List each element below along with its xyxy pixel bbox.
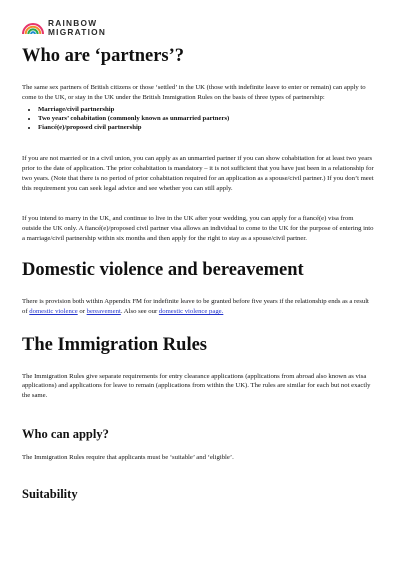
dv-text-also: . Also see our <box>120 308 159 316</box>
rainbow-migration-logo[interactable] <box>22 19 106 36</box>
list-item: • Two years’ cohabitation (commonly known as unmarried partners) <box>38 114 374 123</box>
dv-text-before: There is provision both within Appendix FM for indefinite leave to be granted before five years if the relationship ends as a result of <box>22 298 369 316</box>
main-content <box>22 45 374 502</box>
domestic-violence-paragraph <box>22 297 374 316</box>
who-can-apply-paragraph: The Immigration Rules require that applicants must be ‘suitable’ and ‘eligible’. <box>22 453 234 461</box>
intro-paragraph: The same sex partners of British citizens or those ‘settled’ in the UK (those with indefinite leave to enter or remain) can apply to come to the UK, or stay in the UK under the British Immigration Rules on the basis of three types of partnership: <box>22 84 366 101</box>
heading-immigration-rules: The Immigration Rules <box>22 334 207 355</box>
unmarried-partner-paragraph: If you are not married or in a civil union, you can apply as an unmarried partner if you can show cohabitation for at least two years prior to the date of application. The prior cohabitation is mandatory – it is not sufficient that you have just been in a relationship for two years. (Note that there is no period of prior cohabitation required for an application as a spouse/civil partner.) If you don’t meet this requirement you can seek legal advice and see whether you can still apply. <box>22 155 374 192</box>
immigration-rules-paragraph: The Immigration Rules give separate requirements for entry clearance applications (applications from abroad also known as visa applications) and applications for leave to remain (applications from within the UK). The rules are similar for each but not exactly the same. <box>22 372 371 400</box>
logo-line-2: MIGRATION <box>48 26 107 37</box>
heading-domestic-violence: Domestic violence and bereavement <box>22 260 304 281</box>
logo-line-1: RAINBOW <box>48 18 98 28</box>
heading-who-are-partners: Who are ‘partners’? <box>22 46 185 66</box>
heading-suitability: Suitability <box>22 486 78 501</box>
rainbow-icon <box>22 21 44 35</box>
domestic-violence-page-link[interactable]: domestic violence page. <box>158 308 224 316</box>
heading-who-can-apply: Who can apply? <box>22 426 109 441</box>
bereavement-link[interactable]: bereavement <box>86 308 121 316</box>
domestic-violence-link[interactable]: domestic violence <box>29 308 78 316</box>
list-item: • Marriage/civil partnership <box>38 105 374 114</box>
logo-wordmark <box>48 19 106 36</box>
dv-text-or: or <box>77 308 87 316</box>
partnership-types-list <box>22 105 374 132</box>
fiance-visa-paragraph: If you intend to marry in the UK, and continue to live in the UK after your wedding, you can apply for a fiancé(e) visa from outside the UK only. A fiancé(e)/proposed civil partner visa allows an individual to come to the UK for the purpose of entering into a marriage/civil partnership within six months and then apply for the right to stay as a spouse/civil partner. <box>22 215 374 242</box>
list-item: • Fiancé(e)/proposed civil partnership <box>38 123 374 132</box>
